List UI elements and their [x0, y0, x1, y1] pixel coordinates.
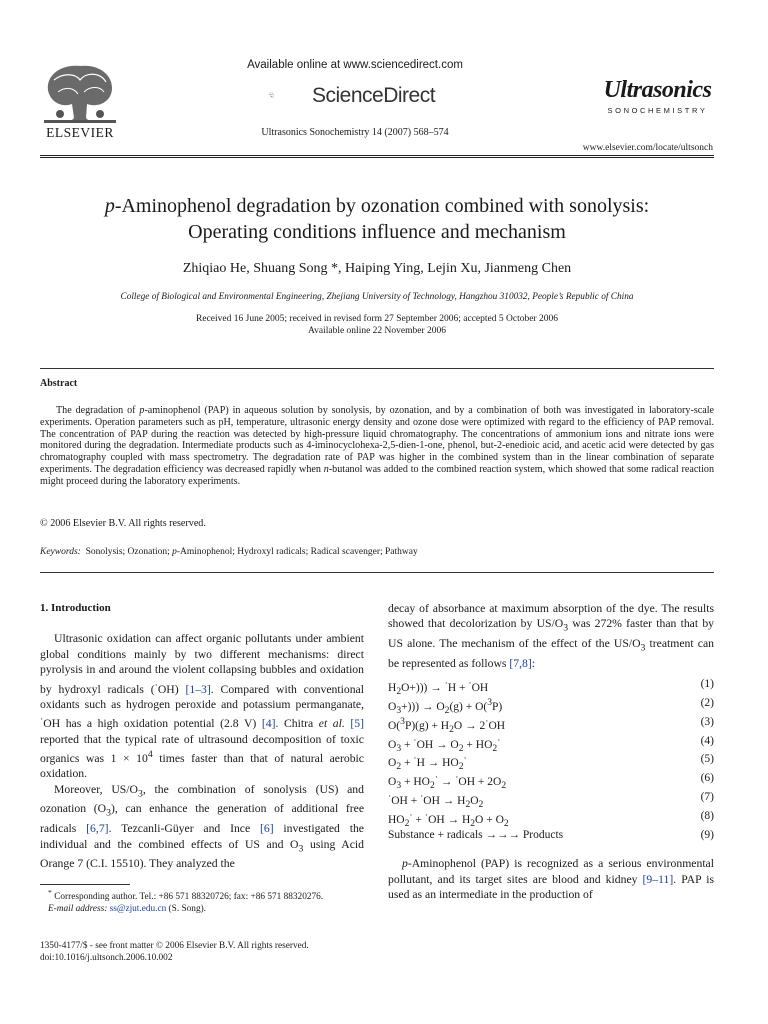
sciencedirect-wordmark: ScienceDirect — [312, 84, 436, 107]
section-heading-introduction: 1. Introduction — [40, 602, 111, 614]
footnote-rule — [40, 884, 130, 885]
issn-doi — [40, 941, 364, 964]
reaction-equations — [388, 675, 714, 844]
citation-link[interactable]: [6] — [259, 822, 274, 836]
abstract-heading: Abstract — [40, 378, 78, 389]
corresponding-author-footnote: * Corresponding author. Tel.: +86 571 88320726; fax: +86 571 88320276. E-mail address: ss@zjut.edu.cn (S. Song). — [48, 888, 324, 914]
equation-row: $^\cdot OH + ^\cdot OH \to H_2O_2$ (7) — [388, 791, 714, 811]
citation-link[interactable]: [4] — [261, 717, 276, 731]
header-rule — [40, 157, 714, 158]
article-dates — [40, 314, 714, 337]
citation-link[interactable]: [7,8] — [509, 656, 532, 670]
equation-row: $H_2O+))) \to ^\cdot H + ^\cdot OH$ (1) — [388, 678, 714, 698]
article-title — [40, 193, 714, 245]
dates-available: Available online 22 November 2006 — [307, 325, 447, 336]
abstract-copyright: © 2006 Elsevier B.V. All rights reserved. — [40, 518, 206, 529]
keywords-label: Keywords: — [40, 547, 81, 557]
title-italic: p — [104, 195, 115, 217]
title-line1: -Aminophenol degradation by ozonation combined with sonolysis: — [114, 195, 650, 217]
left-column — [40, 601, 364, 872]
citation-link[interactable]: [6,7] — [86, 822, 109, 836]
available-online-text[interactable]: Available online at www.sciencedirect.com — [247, 59, 463, 71]
right-column — [388, 601, 714, 903]
title-line2: Operating conditions influence and mechanism — [188, 221, 566, 243]
intro-paragraph-2: Moreover, $US/O_3$, the combination of sonolysis (US) and ozonation $(O_3)$, can enhance the generation of additional free radicals [6,7]. Tezcanli-Güyer and Ince [6] investigated the individual and the combined effects of US and $O_3$ using Acid Orange 7 (C.I. 15510). They analyzed the — [40, 782, 365, 871]
publisher-name: ELSEVIER — [46, 125, 114, 140]
intro-paragraph-1: Ultrasonic oxidation can affect organic pollutants under ambient global conditions mainly by two different mechanisms: direct pyrolysis in and around the violent collapsing bubbles and oxidation by hydroxyl radicals (·OH) [1–3]. Compared with conventional oxidants such as hydrogen peroxide and potassium permanganate, ·OH has a high oxidation potential (2.8 V) [4]. Chitra et al. [5] reported that the typical rate of ultrasound decomposition of toxic organics was $1 \times 10^4$ times faster than that of natural aerobic oxidation. — [40, 632, 365, 781]
sciencedirect-dots-icon — [268, 80, 312, 110]
equation-row: Substance + radicals →→→ Products (9) — [388, 828, 714, 841]
citation-link[interactable]: [1–3] — [185, 682, 211, 696]
dates-received: Received 16 June 2005; received in revised form 27 September 2006; accepted 5 October 2006 — [196, 314, 558, 324]
equation-row: $O_3 + HO_2^\cdot \to ^\cdot OH + 2O_2$ (6) — [388, 772, 714, 792]
right-paragraph-1: decay of absorbance at maximum absorption of the dye. The results showed that decolorization by $US/O_3$ was 272% faster than that by US alone. The mechanism of the effect of the $US/O_3$ treatment can be represented as follows [7,8]: — [388, 602, 715, 670]
abstract-rule-bottom — [40, 572, 714, 573]
doi-line[interactable]: doi:10.1016/j.ultsonch.2006.10.002 — [40, 952, 173, 963]
keywords: Keywords: Sonolysis; Ozonation; p-Aminophenol; Hydroxyl radicals; Radical scavenger; Pathway — [40, 547, 418, 557]
journal-citation: Ultrasonics Sonochemistry 14 (2007) 568–574 — [261, 127, 449, 138]
affiliation: College of Biological and Environmental Engineering, Zhejiang University of Technology, Hangzhou 310032, People’s Republic of China — [120, 292, 634, 302]
equation-row: $HO_2^\cdot + ^\cdot OH \to H_2O + O_2$ (8) — [388, 809, 714, 829]
abstract-rule-top — [40, 368, 714, 369]
equation-row: $O(^3P)(g) + H_2O \to 2^\cdot OH$ (3) — [388, 715, 714, 735]
email-link[interactable]: ss@zjut.edu.cn — [109, 903, 167, 914]
issn-line: 1350-4177/$ - see front matter © 2006 Elsevier B.V. All rights reserved. — [40, 941, 309, 951]
equation-row: $O_3 + ^\cdot OH \to O_2 + HO_2^\cdot$ (4) — [388, 734, 714, 754]
journal-url-link[interactable]: www.elsevier.com/locate/ultsonch — [582, 143, 713, 153]
equation-row: $O_3+))) \to O_2(g) + O(^3P)$ (2) — [388, 697, 714, 717]
citation-link[interactable]: [9–11] — [642, 872, 674, 886]
author-list: Zhiqiao He, Shuang Song *, Haiping Ying, Lejin Xu, Jianmeng Chen — [182, 261, 572, 276]
equation-row: $O_2 + ^\cdot H \to HO_2^\cdot$ (5) — [388, 753, 714, 773]
abstract-body: The degradation of p-aminophenol (PAP) in aqueous solution by sonolysis, by ozonation, and by a combination of both was investigated in laboratory-scale experiments. Operation parameters such as pH, temperature, ultrasonic energy density and ozone dose were optimized with regard to the efficiency of PAP removal. The concentration of PAP during the reaction was detected by high-pressure liquid chromatography. The concentrations of ammonium ions and nitrate ions were monitored during the degradation. Intermediate products such as 4-iminocyclohexa-2,5-dien-1-one, phenol, but-2-enedioic acid, and acetic acid were detected by gas chromatography coupled with mass spectrometry. The degradation rate of PAP was higher in the combined system than in the linear combination of separate experiments. The degradation efficiency was decreased rapidly when n-butanol was added to the combined reaction system, which showed that some radical reaction might proceed during the laboratory experiments. — [40, 405, 715, 487]
right-paragraph-2: p-Aminophenol (PAP) is recognized as a serious environmental pollutant, and its target sites are blood and kidney [9–11]. PAP is used as an intermediate in the production of — [388, 857, 715, 902]
journal-logo-script: Ultrasonics — [603, 77, 712, 103]
header-rule — [40, 155, 714, 156]
citation-link[interactable]: [5] — [350, 717, 365, 731]
journal-logo-subtitle: SONOCHEMISTRY — [607, 106, 708, 115]
